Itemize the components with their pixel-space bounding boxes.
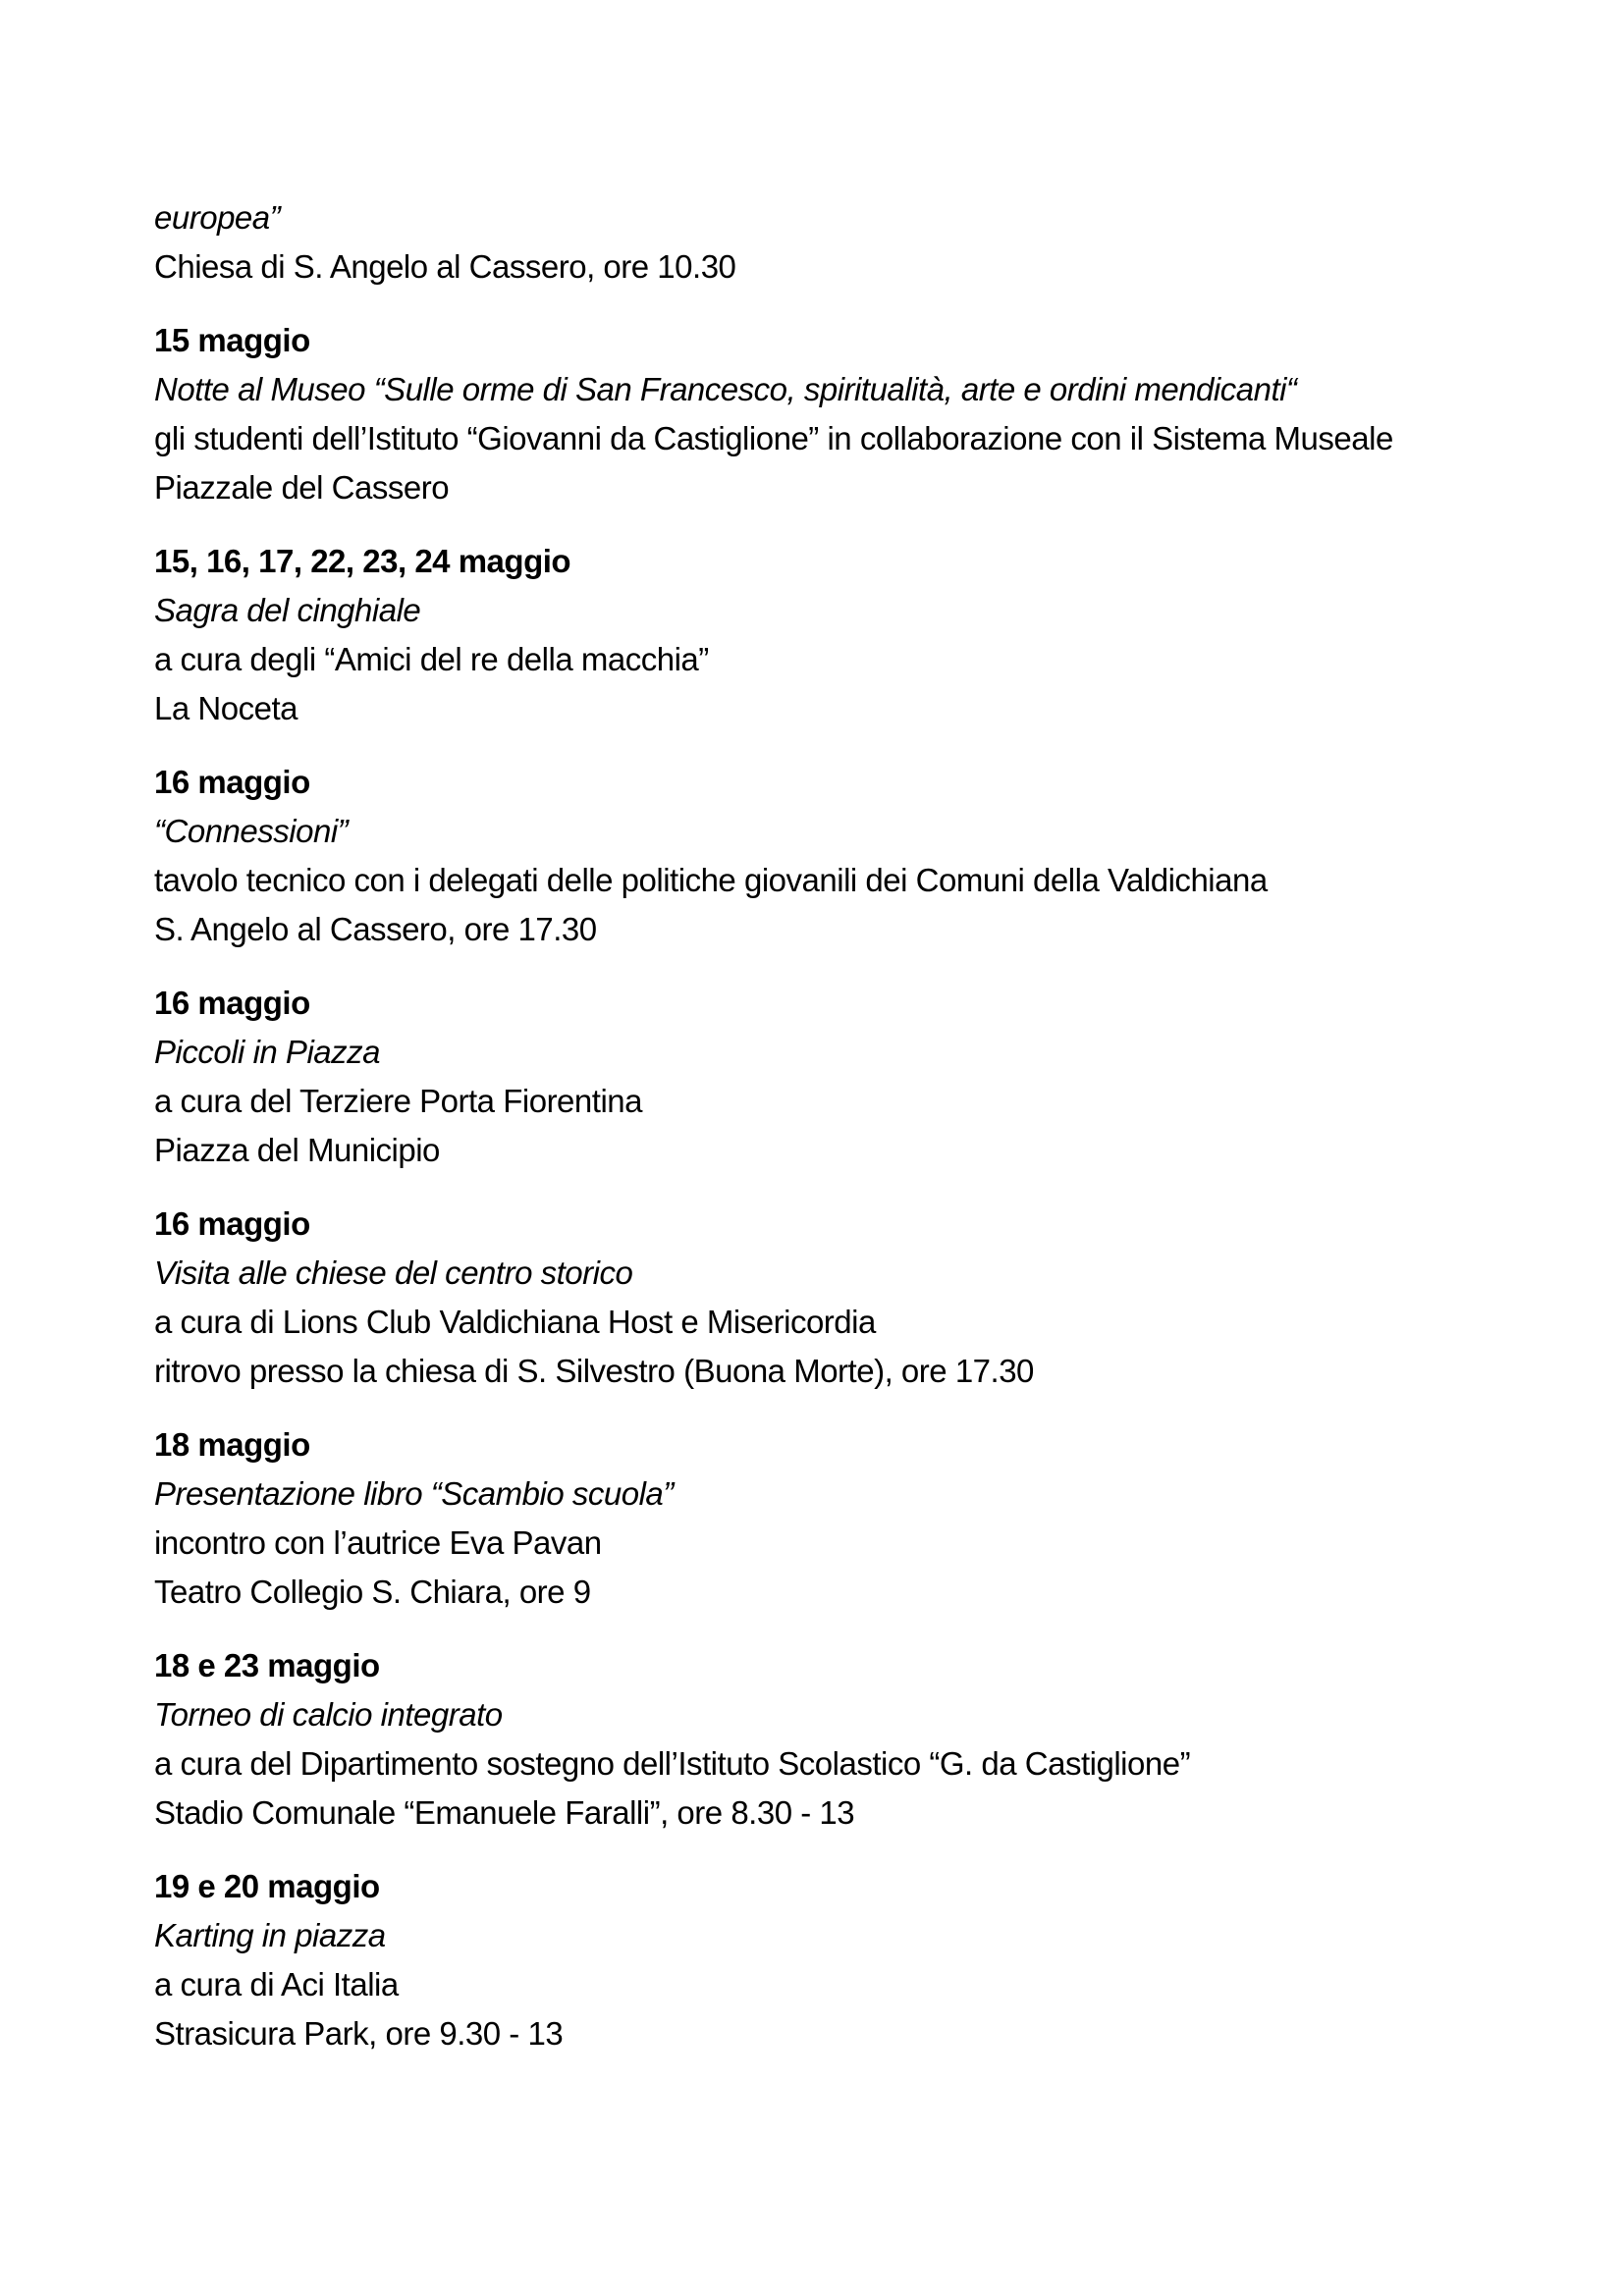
event-date: 19 e 20 maggio — [154, 1868, 380, 1904]
event-title: Visita alle chiese del centro storico — [154, 1255, 633, 1291]
event-detail: gli studenti dell’Istituto “Giovanni da Castiglione” in collaborazione con il Sistema Museale — [154, 420, 1393, 456]
event-title: Karting in piazza — [154, 1917, 386, 1953]
event-entry — [154, 1200, 1477, 1396]
event-entry — [154, 316, 1477, 512]
event-date: 16 maggio — [154, 764, 310, 800]
continuation-title-fragment: europea” — [154, 199, 281, 236]
event-title: “Connessioni” — [154, 813, 349, 849]
event-title: Sagra del cinghiale — [154, 592, 421, 628]
continuation-block — [154, 193, 1477, 292]
event-entry — [154, 1420, 1477, 1617]
event-detail: Piazza del Municipio — [154, 1132, 440, 1168]
event-detail: a cura di Aci Italia — [154, 1966, 399, 2002]
event-entry — [154, 1641, 1477, 1838]
event-date: 15, 16, 17, 22, 23, 24 maggio — [154, 543, 571, 579]
event-date: 16 maggio — [154, 1205, 310, 1242]
event-date: 16 maggio — [154, 985, 310, 1021]
event-date: 15 maggio — [154, 322, 310, 358]
event-detail: a cura del Terziere Porta Fiorentina — [154, 1083, 642, 1119]
event-detail: a cura degli “Amici del re della macchia” — [154, 641, 709, 677]
event-title: Notte al Museo “Sulle orme di San Francesco, spiritualità, arte e ordini mendicanti“ — [154, 371, 1297, 407]
event-title: Torneo di calcio integrato — [154, 1696, 503, 1733]
event-detail: ritrovo presso la chiesa di S. Silvestro (Buona Morte), ore 17.30 — [154, 1353, 1034, 1389]
events-list — [154, 316, 1477, 2058]
continuation-location: Chiesa di S. Angelo al Cassero, ore 10.30 — [154, 248, 736, 285]
event-entry — [154, 1862, 1477, 2058]
event-entry — [154, 537, 1477, 733]
event-detail: Teatro Collegio S. Chiara, ore 9 — [154, 1574, 591, 1610]
event-detail: tavolo tecnico con i delegati delle politiche giovanili dei Comuni della Valdichiana — [154, 862, 1268, 898]
event-detail: La Noceta — [154, 690, 298, 726]
event-date: 18 e 23 maggio — [154, 1647, 380, 1683]
event-detail: incontro con l’autrice Eva Pavan — [154, 1524, 602, 1561]
event-detail: S. Angelo al Cassero, ore 17.30 — [154, 911, 597, 947]
event-detail: Stadio Comunale “Emanuele Faralli”, ore 8.30 - 13 — [154, 1794, 855, 1831]
event-date: 18 maggio — [154, 1426, 310, 1463]
event-detail: Piazzale del Cassero — [154, 469, 450, 506]
event-detail: a cura del Dipartimento sostegno dell’Istituto Scolastico “G. da Castiglione” — [154, 1745, 1191, 1782]
event-title: Presentazione libro “Scambio scuola” — [154, 1475, 674, 1512]
event-detail: Strasicura Park, ore 9.30 - 13 — [154, 2015, 564, 2052]
event-detail: a cura di Lions Club Valdichiana Host e Misericordia — [154, 1304, 876, 1340]
event-entry — [154, 758, 1477, 954]
event-entry — [154, 979, 1477, 1175]
event-title: Piccoli in Piazza — [154, 1034, 381, 1070]
